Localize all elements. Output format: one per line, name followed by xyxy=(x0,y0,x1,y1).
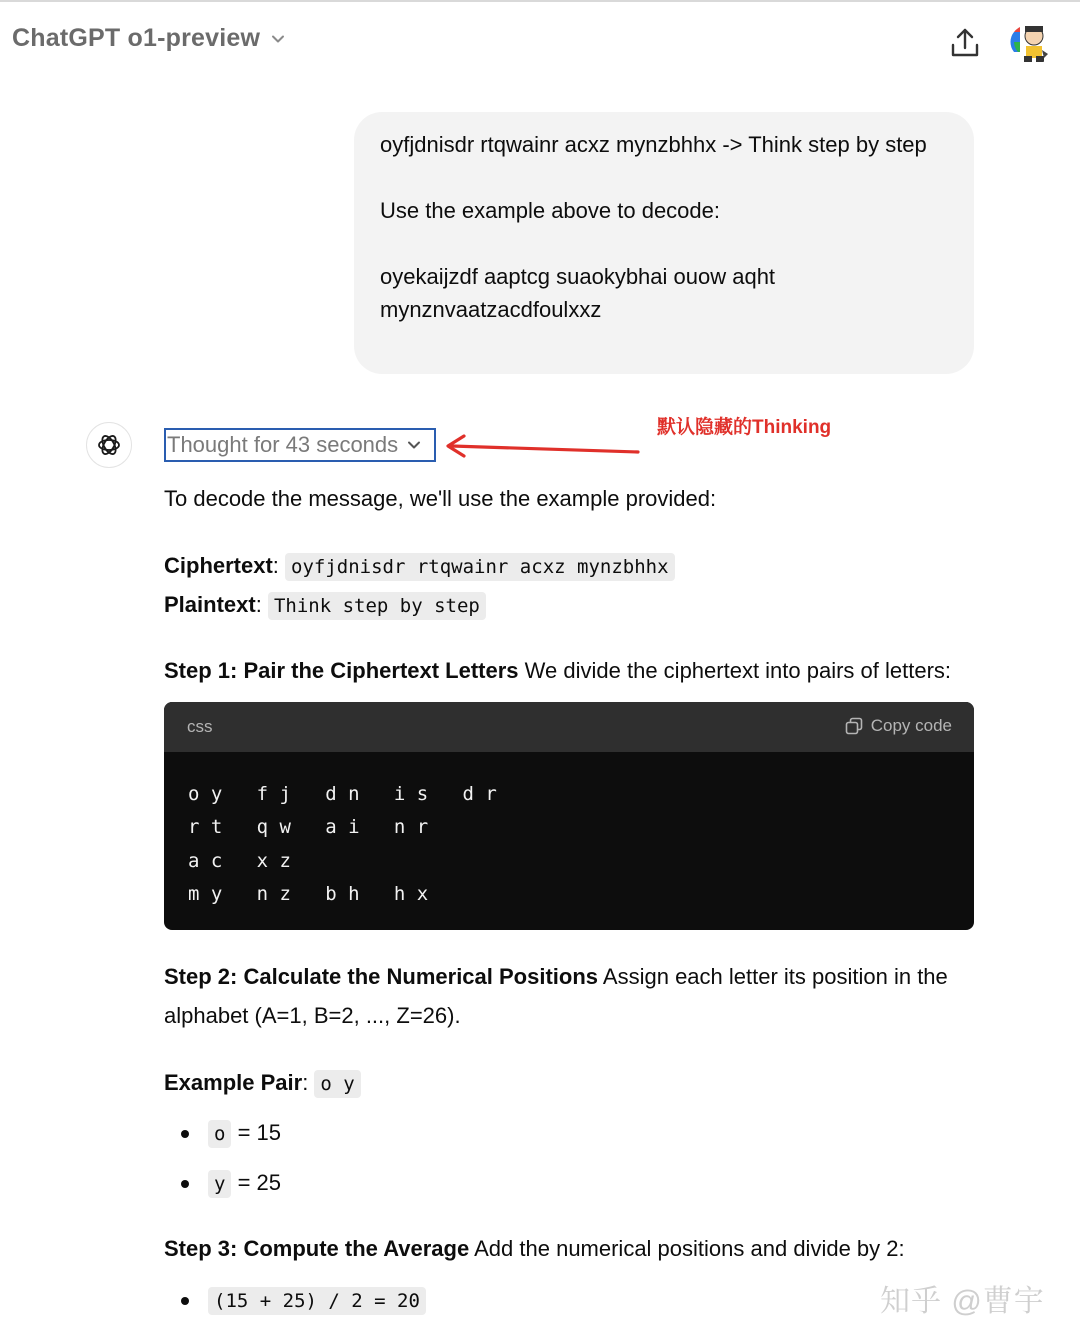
example-label: Example Pair xyxy=(164,1070,303,1095)
ciphertext-label: Ciphertext xyxy=(164,553,273,578)
code-block xyxy=(164,702,974,930)
share-icon[interactable] xyxy=(946,24,984,62)
list-item xyxy=(208,1170,281,1196)
bullet-dot xyxy=(181,1180,189,1188)
code-line: m y n z b h h x xyxy=(188,882,429,905)
model-selector[interactable] xyxy=(12,24,286,53)
bullet-code: y xyxy=(208,1170,231,1198)
step2-line xyxy=(164,964,948,990)
plaintext-code: Think step by step xyxy=(268,592,486,620)
step2-text-continued: alphabet (A=1, B=2, ..., Z=26). xyxy=(164,1003,461,1028)
user-avatar[interactable] xyxy=(1006,18,1054,66)
copy-icon xyxy=(845,717,863,735)
code-line: o y f j d n i s d r xyxy=(188,783,497,805)
step3-line xyxy=(164,1236,905,1262)
copy-code-button[interactable] xyxy=(845,716,952,736)
model-name: ChatGPT o1-preview xyxy=(12,24,261,52)
bullet-dot xyxy=(181,1297,189,1305)
openai-logo-icon xyxy=(95,431,123,459)
intro-text: To decode the message, we'll use the example provided: xyxy=(164,486,717,511)
annotation-note: 默认隐藏的Thinking xyxy=(657,417,832,438)
step1-line xyxy=(164,658,951,684)
thought-label: Thought for 43 seconds xyxy=(167,432,399,457)
ciphertext-code: oyfjdnisdr rtqwainr acxz mynzbhhx xyxy=(285,553,675,581)
code-line: r t q w a i n r xyxy=(188,816,429,839)
plaintext-label: Plaintext xyxy=(164,592,256,617)
chevron-down-icon xyxy=(270,31,286,47)
watermark: 知乎 @曹宇 xyxy=(880,1285,1045,1318)
step3-title: Step 3: Compute the Average xyxy=(164,1236,470,1261)
assistant-avatar xyxy=(86,422,132,468)
bullet-text: = 25 xyxy=(237,1170,282,1195)
user-message-line: Use the example above to decode: xyxy=(380,198,721,223)
bullet-dot xyxy=(181,1130,189,1138)
chevron-down-icon xyxy=(406,437,422,453)
bullet-code: o xyxy=(208,1120,231,1148)
step1-text: We divide the ciphertext into pairs of letters: xyxy=(524,658,952,683)
user-message-line: oyfjdnisdr rtqwainr acxz mynzbhhx -> Think step by step xyxy=(380,132,927,157)
code-block-header xyxy=(164,702,974,752)
example-pair-row: Example Pair: o y xyxy=(164,1070,361,1096)
list-item xyxy=(208,1287,426,1313)
header-bar xyxy=(0,2,1080,80)
code-language-label: css xyxy=(187,717,213,736)
example-code: o y xyxy=(314,1070,360,1098)
list-item xyxy=(208,1120,281,1146)
step2-title: Step 2: Calculate the Numerical Positions xyxy=(164,964,599,989)
step1-title: Step 1: Pair the Ciphertext Letters xyxy=(164,658,519,683)
code-line: a c x z xyxy=(188,849,291,872)
ciphertext-row: Ciphertext: oyfjdnisdr rtqwainr acxz mynzbhhx xyxy=(164,553,675,579)
copy-code-label: Copy code xyxy=(870,716,952,735)
thought-toggle-button[interactable] xyxy=(164,428,436,462)
bullet-code: (15 + 25) / 2 = 20 xyxy=(208,1287,426,1315)
avatar-image xyxy=(1006,18,1054,66)
bullet-text: = 15 xyxy=(237,1120,282,1145)
step3-text: Add the numerical positions and divide by 2: xyxy=(474,1236,905,1261)
user-message-bubble xyxy=(354,112,974,374)
step2-text: Assign each letter its position in the xyxy=(602,964,948,989)
plaintext-row: Plaintext: Think step by step xyxy=(164,592,486,618)
code-content xyxy=(188,778,497,911)
annotation-arrow-icon xyxy=(440,430,645,462)
user-message-line: oyekaijzdf aaptcg suaokybhai ouow aqht mynznvaatzacdfoulxxz xyxy=(380,264,776,322)
